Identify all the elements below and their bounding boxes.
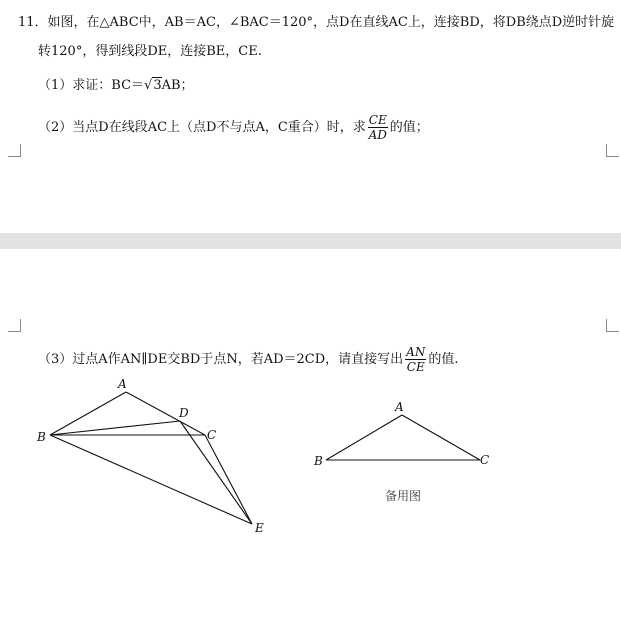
label-E: E <box>255 521 264 535</box>
spare-label-A: A <box>395 400 404 414</box>
segment-AC <box>126 392 205 435</box>
q1-prefix: （1）求证：BC＝ <box>38 78 145 93</box>
segment-BD <box>50 421 180 435</box>
segment-BE <box>50 435 252 524</box>
spare-segment-AC <box>402 415 480 460</box>
q3-prefix: （3）过点A作AN∥DE交BD于点N，若AD＝2CD，请直接写出 <box>38 352 404 367</box>
q3-denominator: CE <box>406 360 425 374</box>
spare-figure-caption: 备用图 <box>385 489 422 503</box>
spare-label-C: C <box>480 453 490 467</box>
q1-suffix: AB； <box>161 78 194 93</box>
label-B: B <box>37 430 46 444</box>
q2-suffix: 的值； <box>389 120 429 135</box>
q2-numerator: CE <box>368 113 387 127</box>
spare-figure <box>326 415 480 460</box>
q1-radical: 3 <box>153 78 162 93</box>
q2-prefix: （2）当点D在线段AC上（点D不与点A，C重合）时，求 <box>38 120 366 135</box>
q2-denominator: AD <box>368 128 387 142</box>
question-1: （1）求证：BC＝√3AB； <box>38 78 194 93</box>
label-C: C <box>207 428 217 442</box>
segment-CE <box>205 435 252 524</box>
problem-line-1: 11．如图，在△ABC中，AB＝AC，∠BAC＝120°，点D在直线AC上，连接BD，将DB绕点D逆时针旋 <box>18 15 615 30</box>
spare-label-B: B <box>314 454 323 468</box>
q3-suffix: 的值. <box>428 352 459 367</box>
label-A: A <box>118 377 127 391</box>
main-figure <box>50 392 252 524</box>
problem-line-2: 转120°，得到线段DE，连接BE，CE. <box>38 44 262 59</box>
q3-numerator: AN <box>406 345 426 359</box>
spare-segment-BA <box>326 415 402 460</box>
label-D: D <box>179 406 189 420</box>
